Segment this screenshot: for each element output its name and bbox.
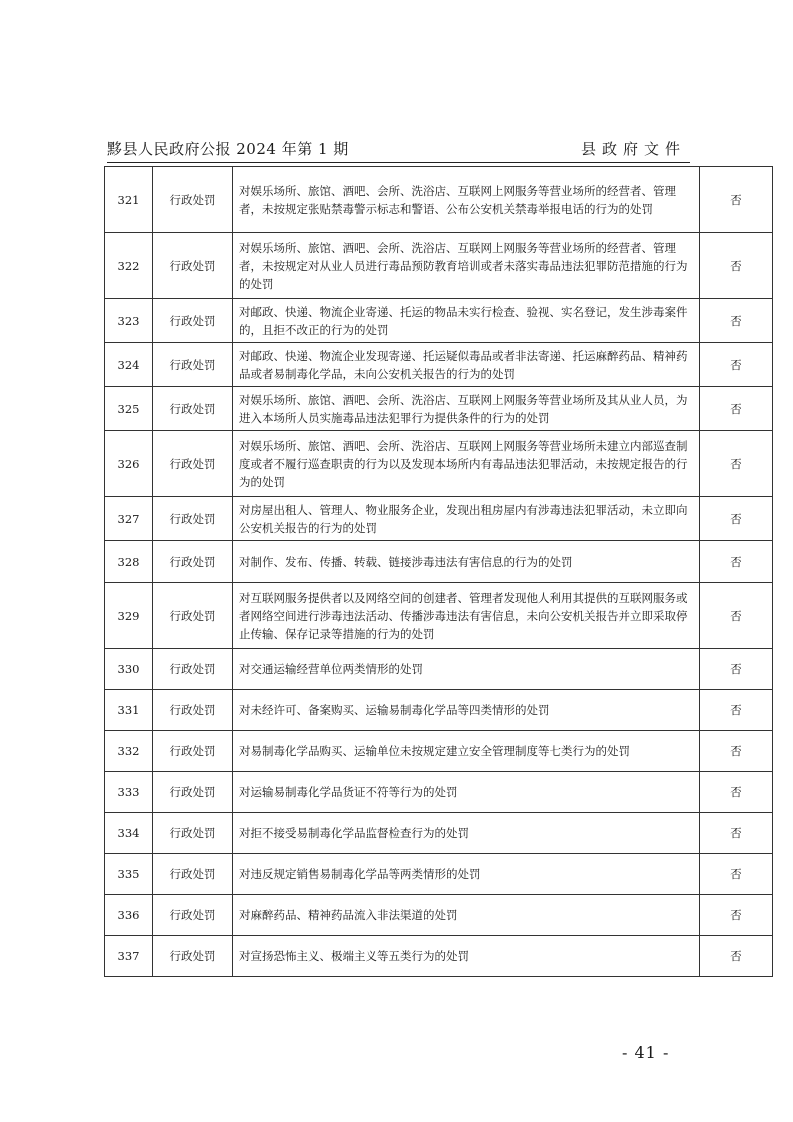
row-number: 337	[105, 936, 153, 977]
power-type: 行政处罚	[153, 772, 233, 813]
power-name: 对娱乐场所、旅馆、酒吧、会所、洗浴店、互联网上网服务等营业场所的经营者、管理者，未按规定对从业人员进行毒品预防教育培训或者未落实毒品违法犯罪防范措施的行为的处罚	[233, 233, 700, 299]
power-name: 对制作、发布、传播、转载、链接涉毒违法有害信息的行为的处罚	[233, 541, 700, 583]
row-number: 323	[105, 299, 153, 343]
table-row	[105, 343, 773, 387]
table-row	[105, 936, 773, 977]
power-type: 行政处罚	[153, 541, 233, 583]
flag-cell: 否	[700, 690, 773, 731]
row-number: 322	[105, 233, 153, 299]
power-type: 行政处罚	[153, 431, 233, 497]
row-number: 332	[105, 731, 153, 772]
flag-cell: 否	[700, 343, 773, 387]
flag-cell: 否	[700, 583, 773, 649]
flag-cell: 否	[700, 299, 773, 343]
flag-cell: 否	[700, 772, 773, 813]
flag-cell: 否	[700, 167, 773, 233]
row-number: 324	[105, 343, 153, 387]
power-type: 行政处罚	[153, 167, 233, 233]
running-header	[107, 138, 690, 162]
power-type: 行政处罚	[153, 497, 233, 541]
power-type: 行政处罚	[153, 813, 233, 854]
power-name: 对房屋出租人、管理人、物业服务企业，发现出租房屋内有涉毒违法犯罪活动，未立即向公安机关报告的行为的处罚	[233, 497, 700, 541]
power-name: 对娱乐场所、旅馆、酒吧、会所、洗浴店、互联网上网服务等营业场所未建立内部巡查制度或者不履行巡查职责的行为以及发现本场所内有毒品违法犯罪活动，未按规定报告的行为的处罚	[233, 431, 700, 497]
flag-cell: 否	[700, 497, 773, 541]
table-row	[105, 233, 773, 299]
power-type: 行政处罚	[153, 690, 233, 731]
power-name: 对邮政、快递、物流企业发现寄递、托运疑似毒品或者非法寄递、托运麻醉药品、精神药品或者易制毒化学品，未向公安机关报告的行为的处罚	[233, 343, 700, 387]
flag-cell: 否	[700, 813, 773, 854]
table-row	[105, 649, 773, 690]
flag-cell: 否	[700, 541, 773, 583]
power-type: 行政处罚	[153, 387, 233, 431]
power-type: 行政处罚	[153, 936, 233, 977]
table-row	[105, 497, 773, 541]
power-type: 行政处罚	[153, 854, 233, 895]
flag-cell: 否	[700, 233, 773, 299]
power-name: 对未经许可、备案购买、运输易制毒化学品等四类情形的处罚	[233, 690, 700, 731]
row-number: 326	[105, 431, 153, 497]
section-title: 县政府文件	[580, 140, 686, 158]
row-number: 327	[105, 497, 153, 541]
power-type: 行政处罚	[153, 343, 233, 387]
power-name: 对娱乐场所、旅馆、酒吧、会所、洗浴店、互联网上网服务等营业场所及其从业人员，为进入本场所人员实施毒品违法犯罪行为提供条件的行为的处罚	[233, 387, 700, 431]
flag-cell: 否	[700, 649, 773, 690]
flag-cell: 否	[700, 731, 773, 772]
power-type: 行政处罚	[153, 731, 233, 772]
page-number: - 41 -	[622, 1043, 670, 1062]
row-number: 321	[105, 167, 153, 233]
flag-cell: 否	[700, 431, 773, 497]
table-row	[105, 813, 773, 854]
table-row	[105, 854, 773, 895]
table-row	[105, 431, 773, 497]
row-number: 335	[105, 854, 153, 895]
table-row	[105, 731, 773, 772]
power-name: 对交通运输经营单位两类情形的处罚	[233, 649, 700, 690]
table-row	[105, 167, 773, 233]
table-row	[105, 772, 773, 813]
row-number: 334	[105, 813, 153, 854]
row-number: 331	[105, 690, 153, 731]
table-row	[105, 583, 773, 649]
power-name: 对违反规定销售易制毒化学品等两类情形的处罚	[233, 854, 700, 895]
power-name: 对互联网服务提供者以及网络空间的创建者、管理者发现他人利用其提供的互联网服务或者网络空间进行涉毒违法活动、传播涉毒违法有害信息，未向公安机关报告并立即采取停止传输、保存记录等措施的行为的处罚	[233, 583, 700, 649]
power-name: 对宣扬恐怖主义、极端主义等五类行为的处罚	[233, 936, 700, 977]
power-type: 行政处罚	[153, 299, 233, 343]
gazette-title: 黟县人民政府公报 2024 年第 1 期	[107, 140, 349, 158]
power-type: 行政处罚	[153, 895, 233, 936]
row-number: 328	[105, 541, 153, 583]
flag-cell: 否	[700, 895, 773, 936]
row-number: 325	[105, 387, 153, 431]
power-list-table	[104, 166, 773, 977]
power-name: 对邮政、快递、物流企业寄递、托运的物品未实行检查、验视、实名登记，发生涉毒案件的，且拒不改正的行为的处罚	[233, 299, 700, 343]
power-name: 对运输易制毒化学品货证不符等行为的处罚	[233, 772, 700, 813]
power-name: 对易制毒化学品购买、运输单位未按规定建立安全管理制度等七类行为的处罚	[233, 731, 700, 772]
power-name: 对拒不接受易制毒化学品监督检查行为的处罚	[233, 813, 700, 854]
row-number: 333	[105, 772, 153, 813]
flag-cell: 否	[700, 936, 773, 977]
table-row	[105, 895, 773, 936]
row-number: 329	[105, 583, 153, 649]
flag-cell: 否	[700, 387, 773, 431]
row-number: 330	[105, 649, 153, 690]
header-rule	[107, 162, 690, 163]
row-number: 336	[105, 895, 153, 936]
table-row	[105, 541, 773, 583]
table-row	[105, 387, 773, 431]
power-name: 对娱乐场所、旅馆、酒吧、会所、洗浴店、互联网上网服务等营业场所的经营者、管理者，未按规定张贴禁毒警示标志和警语、公布公安机关禁毒举报电话的行为的处罚	[233, 167, 700, 233]
table-row	[105, 690, 773, 731]
power-type: 行政处罚	[153, 649, 233, 690]
power-type: 行政处罚	[153, 233, 233, 299]
power-type: 行政处罚	[153, 583, 233, 649]
power-name: 对麻醉药品、精神药品流入非法渠道的处罚	[233, 895, 700, 936]
table-row	[105, 299, 773, 343]
flag-cell: 否	[700, 854, 773, 895]
